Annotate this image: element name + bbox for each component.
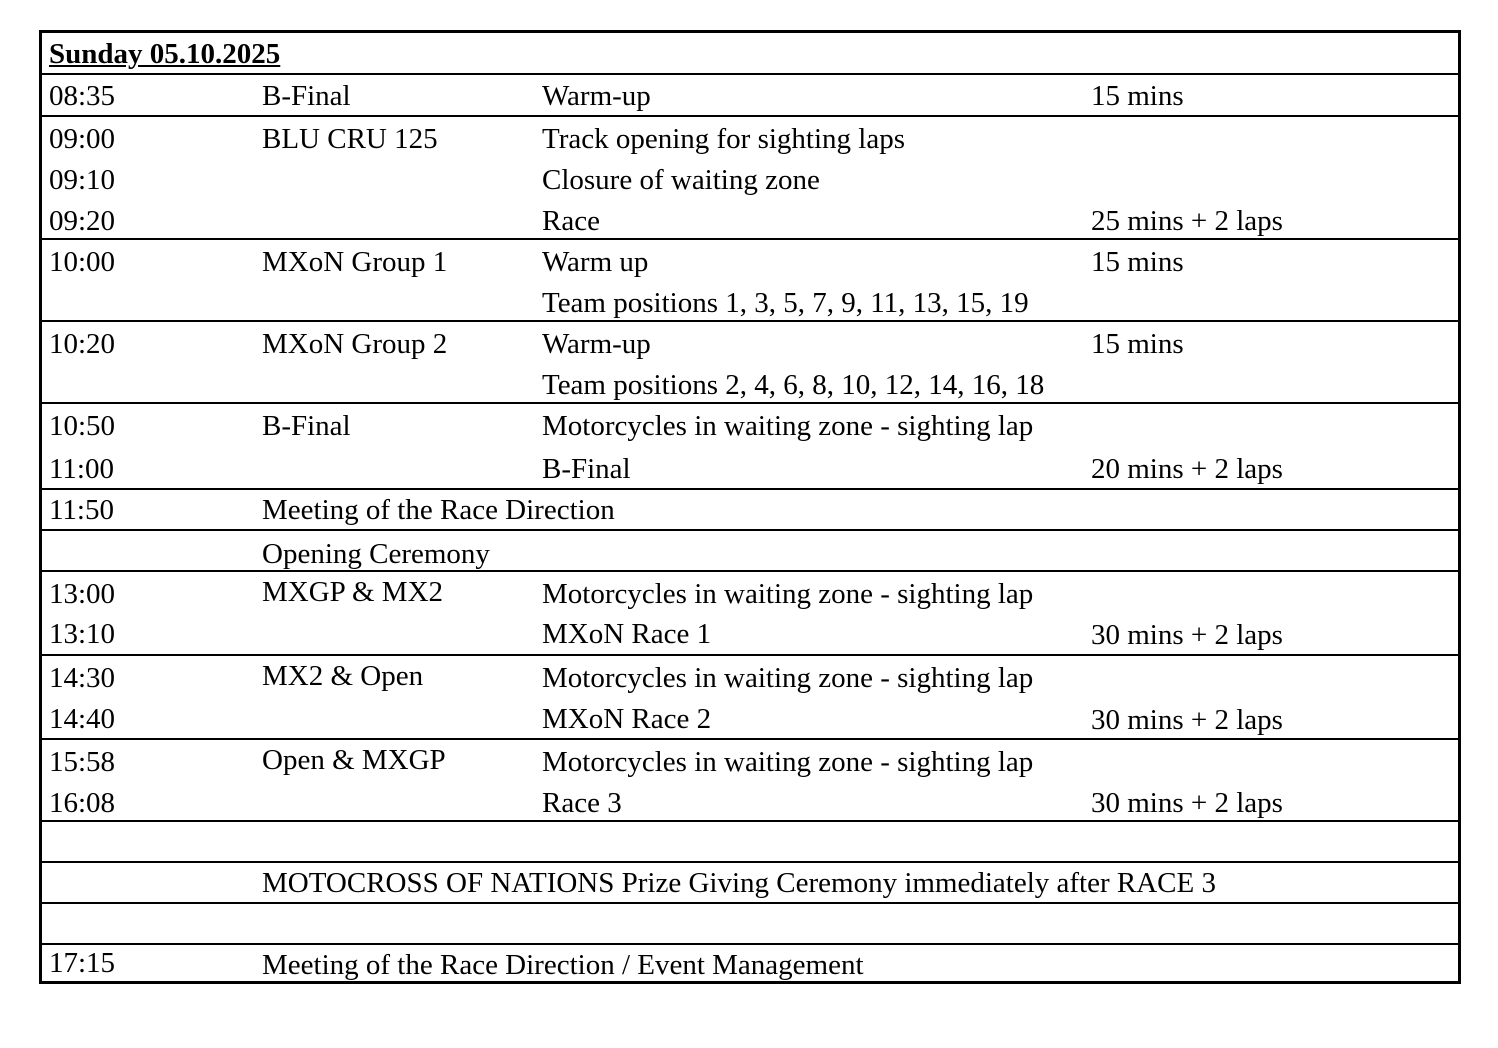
time-cell: 17:15 (49, 947, 116, 979)
schedule-block (42, 240, 1458, 322)
time-cell: 09:20 (49, 205, 116, 237)
activity-cell: Warm-up (542, 328, 651, 360)
activity-cell: Motorcycles in waiting zone - sighting lap (542, 410, 1034, 442)
class-cell: MXGP & MX2 (262, 576, 444, 608)
schedule-block (42, 75, 1458, 117)
activity-cell: Motorcycles in waiting zone - sighting lap (542, 578, 1034, 610)
schedule-block (42, 945, 1458, 981)
activity-cell: MXoN Race 1 (542, 618, 712, 650)
time-cell: 15:58 (49, 746, 116, 778)
activity-cell: B-Final (542, 453, 631, 485)
schedule-block (42, 117, 1458, 240)
class-cell: MXoN Group 1 (262, 246, 448, 278)
duration-cell: 30 mins + 2 laps (1091, 619, 1283, 651)
class-cell: B-Final (262, 410, 351, 442)
class-cell: BLU CRU 125 (262, 123, 438, 155)
time-cell: 10:20 (49, 328, 116, 360)
time-cell: 13:00 (49, 578, 116, 610)
event-note: Opening Ceremony (262, 538, 490, 570)
activity-cell: Motorcycles in waiting zone - sighting lap (542, 746, 1034, 778)
time-cell: 11:00 (49, 453, 114, 485)
activity-cell: Motorcycles in waiting zone - sighting lap (542, 662, 1034, 694)
schedule-block (42, 863, 1458, 904)
heading-row (42, 33, 1458, 75)
time-cell: 13:10 (49, 618, 116, 650)
schedule-block (42, 322, 1458, 404)
duration-cell: 20 mins + 2 laps (1091, 453, 1283, 485)
time-cell: 08:35 (49, 80, 116, 112)
prize-giving-note: MOTOCROSS OF NATIONS Prize Giving Ceremony immediately after RACE 3 (262, 867, 1216, 899)
duration-cell: 15 mins (1091, 246, 1184, 278)
activity-cell: Warm up (542, 246, 649, 278)
schedule-block (42, 740, 1458, 822)
time-cell: 14:30 (49, 662, 116, 694)
activity-cell: Team positions 1, 3, 5, 7, 9, 11, 13, 15, 19 (542, 287, 1029, 319)
schedule-block (42, 656, 1458, 740)
class-cell: MX2 & Open (262, 660, 424, 692)
activity-cell: Track opening for sighting laps (542, 123, 906, 155)
activity-cell: Race (542, 205, 600, 237)
duration-cell: 25 mins + 2 laps (1091, 205, 1283, 237)
time-cell: 10:00 (49, 246, 116, 278)
time-cell: 16:08 (49, 787, 116, 819)
time-cell: 11:50 (49, 494, 114, 526)
event-note: Meeting of the Race Direction (262, 494, 615, 526)
activity-cell: Race 3 (542, 787, 622, 819)
class-cell: B-Final (262, 80, 351, 112)
class-cell: MXoN Group 2 (262, 328, 448, 360)
time-cell: 10:50 (49, 410, 116, 442)
activity-cell: Team positions 2, 4, 6, 8, 10, 12, 14, 16, 18 (542, 369, 1045, 401)
duration-cell: 15 mins (1091, 328, 1184, 360)
schedule-date-heading: Sunday 05.10.2025 (49, 38, 281, 70)
activity-cell: MXoN Race 2 (542, 703, 712, 735)
schedule-block (42, 404, 1458, 490)
activity-cell: Warm-up (542, 80, 651, 112)
blank-row (42, 822, 1458, 863)
time-cell: 09:00 (49, 123, 116, 155)
duration-cell: 30 mins + 2 laps (1091, 704, 1283, 736)
activity-cell: Closure of waiting zone (542, 164, 820, 196)
time-cell: 09:10 (49, 164, 116, 196)
blank-row (42, 904, 1458, 945)
event-note: Meeting of the Race Direction / Event Management (262, 949, 864, 981)
duration-cell: 30 mins + 2 laps (1091, 787, 1283, 819)
time-cell: 14:40 (49, 703, 116, 735)
class-cell: Open & MXGP (262, 744, 446, 776)
schedule-block (42, 490, 1458, 531)
schedule-block (42, 572, 1458, 656)
duration-cell: 15 mins (1091, 80, 1184, 112)
schedule-table (39, 30, 1461, 984)
schedule-block (42, 531, 1458, 572)
